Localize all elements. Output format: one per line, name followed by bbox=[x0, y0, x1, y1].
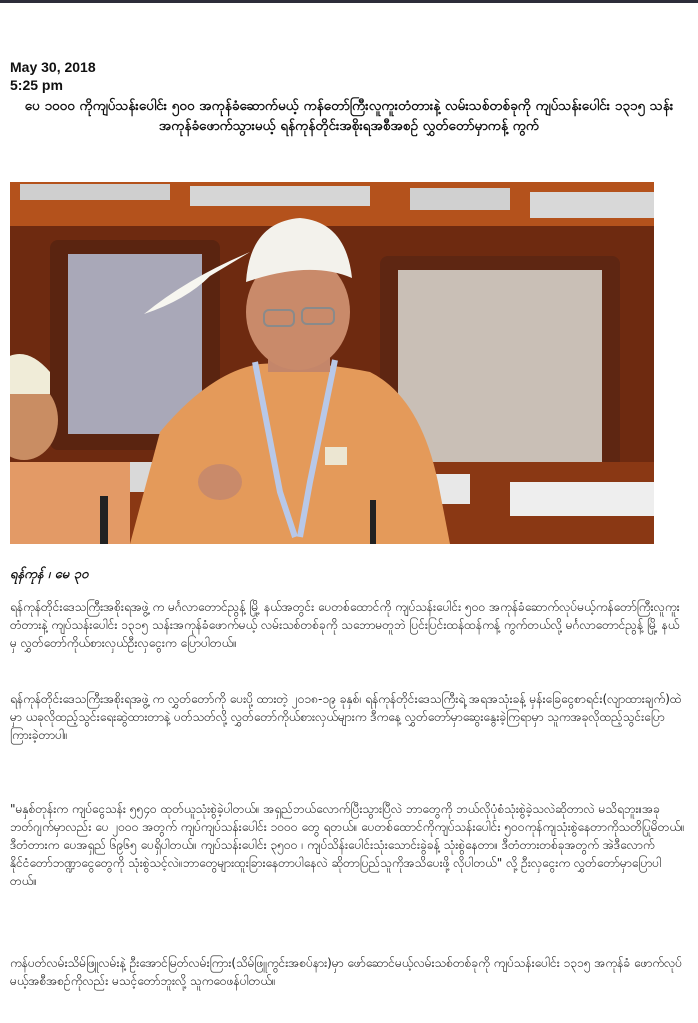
article-dateline: ရန်ကုန် ၊ မေ ၃၀ bbox=[10, 567, 89, 582]
article-photo bbox=[10, 182, 654, 544]
article-paragraph: "မနှစ်တုန်းက ကျပ်ငွေသန်း ၅၅၄၀ ထုတ်ယူသုံးစွဲခဲ့ပါတယ်။ အရှည်ဘယ်လောက်ပြီးသွားပြီလဲ ဘာတွေကို ဘယ်လိုပုံစံသုံးစွဲခဲ့သလဲဆိုတာလဲ မသိရဘူး။အခုဘတ်ဂျက်မှာလည်း ပေ ၂၀၀၀ အတွက် ကျပ်ကျပ်သန်းပေါင်း ၁၀၀၀ တွေ ရတယ်။ ပေတစ်ထောင်ကိုကျပ်သန်းပေါင်း ၅၀၀ကုန်ကျသုံးစွဲနေတာကိုသတိပြုမိတယ်။ ဒီတံတားက ပေအရှည် ၆၉၆၅ ပေရှိပါတယ်။ ကျပ်သန်းပေါင်း ၃၅၀၀ ၊ ကျပ်သိန်းပေါင်းသုံးသောင်းခွဲခန့် သုံးစွဲနေတာ။ ဒီတံတားတစ်ခုအတွက် အဲဒီလောက်နိုင်ငံတော်ဘဏ္ဍာငွေတွေကို သုံးစွဲသင့်လဲ။ဘာတွေများထူးခြားနေတာပါနေလဲ ဆိုတာပြည်သူကိုအသိပေးဖို့ လိုပါတယ်" လို့ ဦးလှငွေးက လွှတ်တော်မှာပြောပါတယ်။ bbox=[10, 802, 685, 888]
article-headline: ပေ ၁၀၀၀ ကိုကျပ်သန်းပေါင်း ၅၀၀ အကုန်ခံဆောက်မယ့် ကန်တော်ကြီးလူကူးတံတားနဲ့ လမ်းသစ်တစ်ခုကို ကျပ်သန်းပေါင်း ၁၃၁၅ သန်းအကုန်ခံဖောက်သွားမယ့် ရန်ကုန်တိုင်းအစိုးရအစီအစဉ် လွှတ်တော်မှာကန့် ကွက် bbox=[24, 98, 674, 134]
article-paragraph: ရန်ကုန်တိုင်းဒေသကြီးအစိုးရအဖွဲ့ က လွှတ်တော်ကို ပေးပို့ ထားတဲ့ ၂၀၁၈-၁၉ ခုနှစ်၊ ရန်ကုန်တိုင်းဒေသကြီးရဲ့ အရအသုံးခန့် မှန်းခြေငွေစာရင်း(လျာထားချက်)ထဲမှာ ယခုလိုထည့်သွင်းရေးဆွဲထားတာနဲ့ ပတ်သတ်လို့ လွှတ်တော်ကိုယ်စားလှယ်များက ဒီကနေ့ လွှတ်တော်မှာဆွေးနွေးခဲ့ကြရာမှာ သူကအခုလိုထည့်သွင်းပြောကြားခဲ့တာပါ။ bbox=[10, 692, 682, 742]
article-meta bbox=[10, 58, 96, 94]
top-border bbox=[0, 0, 698, 3]
photo-illustration bbox=[10, 182, 654, 544]
article-paragraph: ရန်ကုန်တိုင်းဒေသကြီးအစိုးရအဖွဲ့ က မင်္ဂလာတောင်ညွန့် မြို့ နယ်အတွင်း ပေတစ်ထောင်ကို ကျပ်သန်းပေါင်း ၅၀၀ အကုန်ခံဆောက်လုပ်မယ့်ကန်တော်ကြီးလူကူးတံတားနဲ့ ကျပ်သန်းပေါင်း ၁၃၁၅ သန်းအကုန်ခံဖောက်မယ့် လမ်းသစ်တစ်ခုကို သဘောမတူဘဲ ပြင်းပြင်းထန်ထန်ကန့် ကွက်တယ်လို့ မင်္ဂလာတောင်ညွန့် မြို့ နယ်မှ လွှတ်တော်ကိုယ်စားလှယ်ဦးလှငွေးက ပြောပါတယ်။ bbox=[10, 600, 680, 650]
article-paragraph: ကန်ပတ်လမ်းသိမ်ဖြူလမ်းနဲ့ ဦးအောင်မြတ်လမ်းကြား(သိမ်ဖြူကွင်းအစပ်နား)မှာ ဖော်ဆောင်မယ့်လမ်းသစ်တစ်ခုကို ကျပ်သန်းပေါင်း ၁၃၁၅ အကုန်ခံ ဖောက်လုပ်မယ့်အစီအစဉ်ကိုလည်း မသင့်တော်ဘူးလို့ သူကဝေဖန်ပါတယ်။ bbox=[10, 956, 683, 988]
article-date: May 30, 2018 bbox=[10, 59, 96, 75]
article-time: 5:25 pm bbox=[10, 77, 63, 93]
